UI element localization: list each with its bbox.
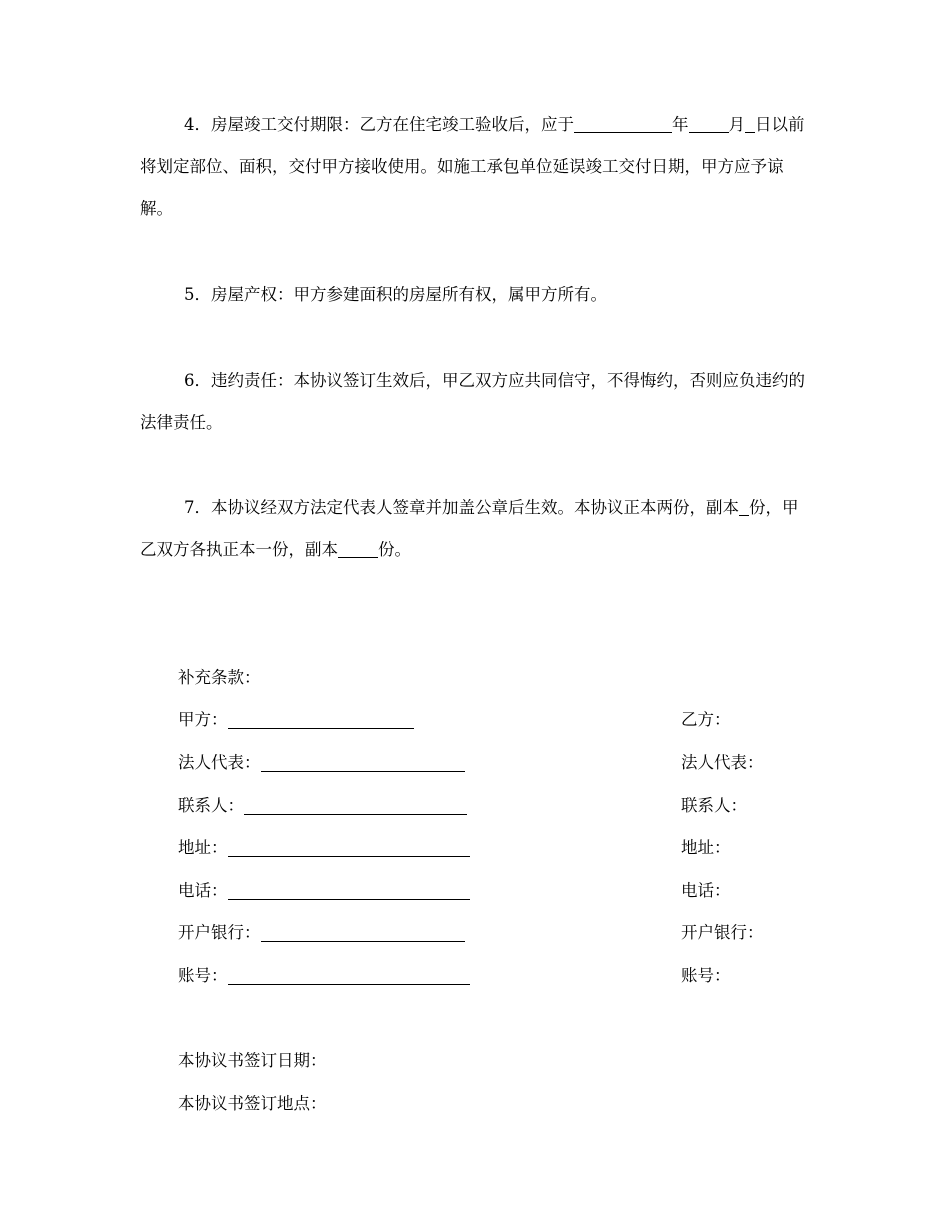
party-a-row	[178, 709, 414, 731]
party-b-bank-label: 开户银行：	[681, 923, 764, 942]
party-a-bank-label: 开户银行：	[178, 923, 261, 942]
clause-4-text-1: 4．房屋竣工交付期限：乙方在住宅竣工验收后，应于	[184, 115, 574, 134]
party-a-label: 甲方：	[178, 710, 228, 729]
supplementary-label: 补充条款：	[178, 668, 261, 687]
clause-7-text-1: 7．本协议经双方法定代表人签章并加盖公章后生效。本协议正本两份，副本	[184, 498, 739, 517]
party-a-legal-rep-field[interactable]	[261, 753, 465, 772]
party-b-address-label: 地址：	[681, 838, 731, 857]
copies-blank-1[interactable]	[739, 497, 749, 516]
party-b-phone-label: 电话：	[681, 881, 731, 900]
party-a-address-field[interactable]	[228, 838, 470, 857]
clause-7-text-3: 份。	[378, 540, 411, 559]
clause-4-text-2: 日以前将划定部位、面积，交付甲方接收使用。如施工承包单位延误竣工交付日期，甲方应予谅解。	[140, 115, 805, 218]
party-a-account-label: 账号：	[178, 966, 228, 985]
party-a-legal-rep-row	[178, 752, 465, 774]
party-a-phone-label: 电话：	[178, 881, 228, 900]
clause-6	[140, 360, 812, 444]
party-a-contact-row	[178, 795, 467, 817]
party-a-contact-field[interactable]	[244, 796, 467, 815]
clause-5	[140, 274, 812, 316]
party-a-address-row	[178, 837, 470, 859]
signing-place-label: 本协议书签订地点：	[178, 1094, 327, 1113]
party-a-phone-row	[178, 880, 470, 902]
party-a-phone-field[interactable]	[228, 881, 470, 900]
party-a-account-field[interactable]	[228, 966, 470, 985]
clause-4	[140, 104, 812, 230]
clause-4-month: 月	[728, 115, 745, 134]
signing-date-label: 本协议书签订日期：	[178, 1051, 327, 1070]
party-a-bank-field[interactable]	[261, 923, 465, 942]
clause-7	[140, 487, 812, 571]
clause-6-text: 6．违约责任：本协议签订生效后，甲乙双方应共同信守，不得悔约，否则应负违约的法律责任。	[140, 371, 805, 432]
copies-blank-2[interactable]	[338, 539, 378, 558]
party-b-legal-rep-label: 法人代表：	[681, 753, 764, 772]
party-a-address-label: 地址：	[178, 838, 228, 857]
day-blank[interactable]	[745, 114, 755, 133]
month-blank[interactable]	[689, 114, 729, 133]
party-b-account-label: 账号：	[681, 966, 731, 985]
clause-5-text: 5．房屋产权：甲方参建面积的房屋所有权，属甲方所有。	[184, 285, 607, 304]
party-a-field[interactable]	[228, 710, 414, 729]
clause-4-year: 年	[672, 115, 689, 134]
year-blank[interactable]	[574, 114, 672, 133]
party-a-account-row	[178, 965, 470, 987]
party-a-legal-rep-label: 法人代表：	[178, 753, 261, 772]
party-b-contact-label: 联系人：	[681, 796, 747, 815]
party-b-label: 乙方：	[681, 710, 731, 729]
party-a-bank-row	[178, 922, 465, 944]
clause-7-text-2: 份，甲乙双方各执正本一份，副本	[140, 498, 799, 559]
party-a-contact-label: 联系人：	[178, 796, 244, 815]
